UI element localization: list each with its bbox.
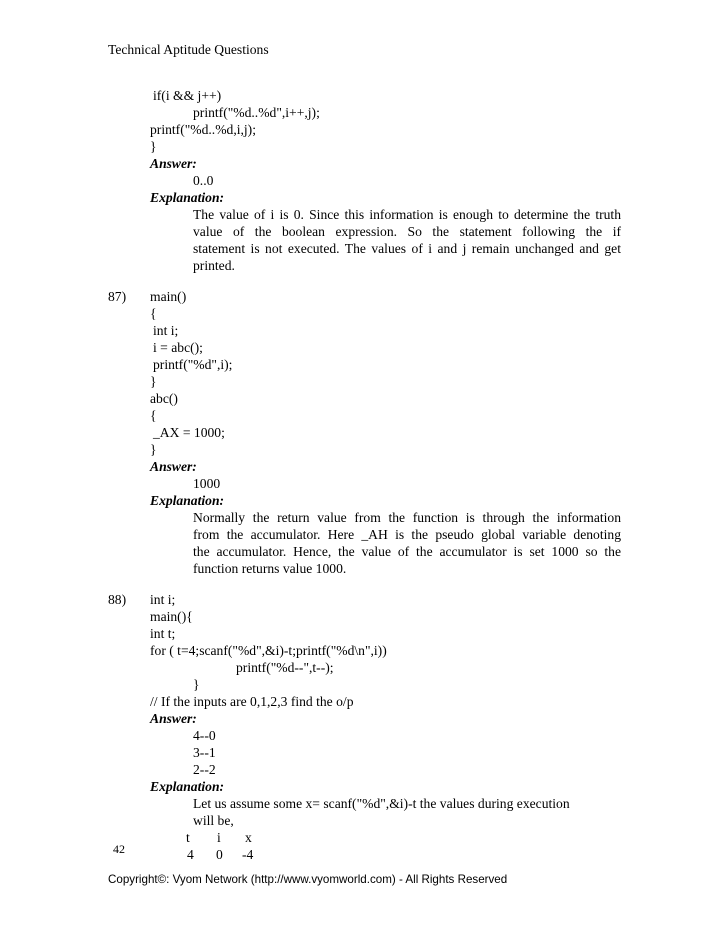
code-line: _AX = 1000; <box>153 425 225 440</box>
explanation-label: Explanation: <box>150 779 225 794</box>
code-line: } <box>150 374 157 389</box>
explanation-line: The value of i is 0. Since this information is enough to determine the truth <box>193 207 621 222</box>
table-header-cell: i <box>217 830 221 845</box>
answer-text: 1000 <box>193 476 221 491</box>
question-number: 88) <box>108 592 127 607</box>
code-line: int i; <box>150 592 176 607</box>
explanation-line: printed. <box>193 258 235 273</box>
page-number: 42 <box>113 842 125 856</box>
code-line: } <box>150 442 157 457</box>
explanation-line: value of the boolean expression. So the statement following the if <box>193 224 621 239</box>
table-cell: 4 <box>187 847 194 862</box>
explanation-line: Normally the return value from the function is through the information <box>193 510 621 525</box>
code-line: printf("%d",i); <box>153 357 233 372</box>
code-line: int t; <box>150 626 176 641</box>
question-number: 87) <box>108 289 127 304</box>
explanation-line: will be, <box>193 813 234 828</box>
code-line: abc() <box>150 391 178 406</box>
copyright-footer: Copyright©: Vyom Network (http://www.vyomworld.com) - All Rights Reserved <box>108 873 508 886</box>
table-header-cell: t <box>186 830 190 845</box>
answer-text: 2--2 <box>193 762 216 777</box>
code-line: { <box>150 408 157 423</box>
code-line: printf("%d--",t--); <box>236 660 334 675</box>
explanation-line: the accumulator. Hence, the value of the accumulator is set 1000 so the <box>193 544 621 559</box>
code-line: { <box>150 306 157 321</box>
answer-label: Answer: <box>150 459 197 474</box>
explanation-label: Explanation: <box>150 190 225 205</box>
code-line: i = abc(); <box>153 340 203 355</box>
code-line: printf("%d..%d",i++,j); <box>193 105 320 120</box>
explanation-line: Let us assume some x= scanf("%d",&i)-t the values during execution <box>193 796 570 811</box>
answer-label: Answer: <box>150 156 197 171</box>
code-line: printf("%d..%d,i,j); <box>150 122 256 137</box>
explanation-line: statement is not executed. The values of i and j remain unchanged and get <box>193 241 621 256</box>
code-line: main(){ <box>150 609 193 624</box>
table-cell: -4 <box>242 847 254 862</box>
answer-text: 4--0 <box>193 728 216 743</box>
code-line: int i; <box>153 323 179 338</box>
table-header-cell: x <box>245 830 252 845</box>
code-line: // If the inputs are 0,1,2,3 find the o/p <box>150 694 354 709</box>
code-line: main() <box>150 289 187 304</box>
code-line: for ( t=4;scanf("%d",&i)-t;printf("%d\n",i)) <box>150 643 387 658</box>
answer-text: 0..0 <box>193 173 214 188</box>
explanation-line: from the accumulator. Here _AH is the pseudo global variable denoting <box>193 527 621 542</box>
page-header: Technical Aptitude Questions <box>108 42 269 57</box>
code-line: } <box>150 139 157 154</box>
code-line: } <box>193 677 200 692</box>
code-line: if(i && j++) <box>153 88 222 103</box>
explanation-label: Explanation: <box>150 493 225 508</box>
explanation-line: function returns value 1000. <box>193 561 347 576</box>
answer-label: Answer: <box>150 711 197 726</box>
table-cell: 0 <box>216 847 223 862</box>
answer-text: 3--1 <box>193 745 216 760</box>
